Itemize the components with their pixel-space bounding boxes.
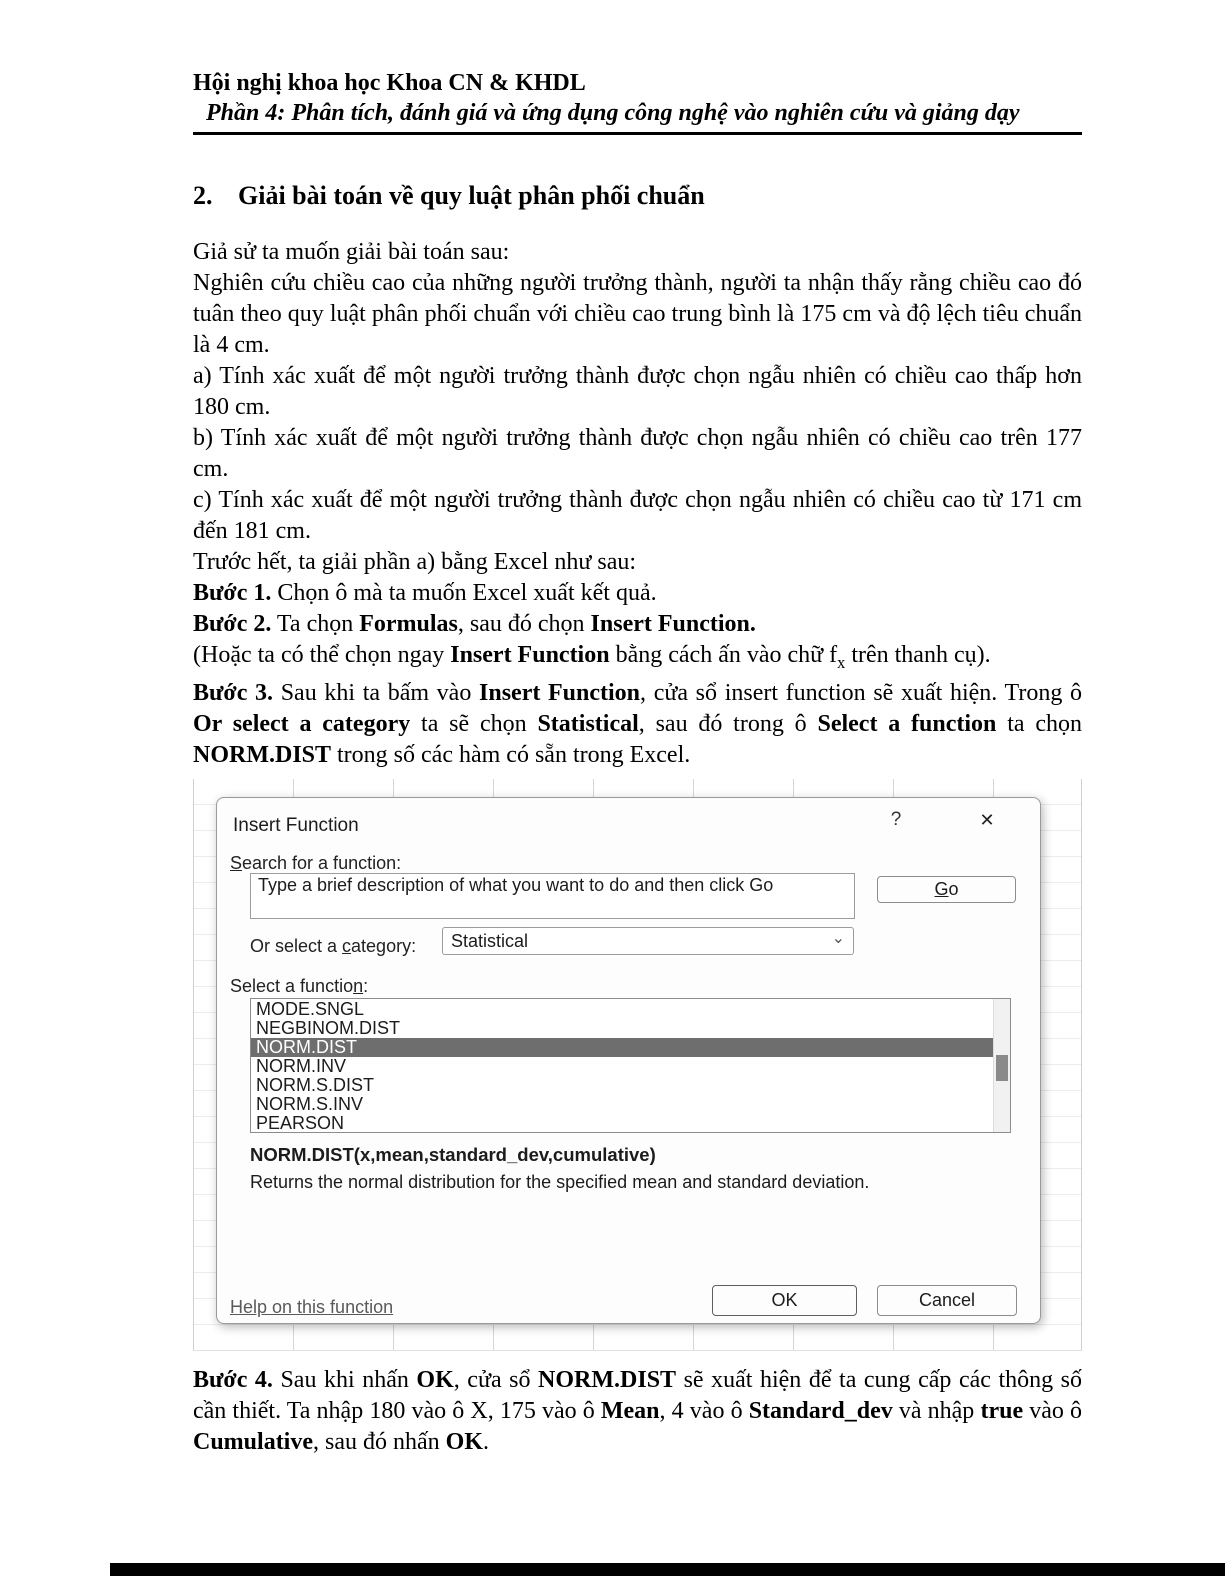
excel-screenshot-figure [193, 779, 1082, 1351]
function-list-item[interactable]: NORM.S.DIST [256, 1074, 375, 1095]
paragraph: (Hoặc ta có thể chọn ngay Insert Function bằng cách ấn vào chữ $f_x$ trên thanh cụ). [193, 642, 991, 672]
function-list-items [251, 1000, 993, 1132]
ok-button[interactable]: OK [712, 1285, 857, 1316]
search-label: Search for a function: [230, 852, 402, 873]
section-title [193, 181, 1082, 211]
paragraph: Giả sử ta muốn giải bài toán sau: [193, 239, 510, 265]
paragraph: Bước 1. Chọn ô mà ta muốn Excel xuất kết quả. [193, 580, 657, 606]
chevron-down-icon: ⌄ [831, 929, 845, 947]
close-icon[interactable]: ✕ [979, 809, 995, 830]
function-list-item[interactable]: NORM.DIST [251, 1038, 993, 1057]
scrollbar[interactable] [993, 999, 1010, 1132]
paragraph: c) Tính xác xuất để một người trưởng thành được chọn ngẫu nhiên có chiều cao từ 171 cm đến 181 cm. [193, 487, 1082, 544]
paragraph: b) Tính xác xuất để một người trưởng thành được chọn ngẫu nhiên có chiều cao trên 177 cm. [193, 425, 1082, 482]
function-list-item[interactable]: NORM.S.INV [256, 1093, 364, 1114]
function-list [250, 998, 1011, 1133]
function-list-item[interactable]: MODE.SNGL [256, 999, 365, 1019]
section-number: 2. [193, 181, 213, 210]
function-list-item[interactable]: NEGBINOM.DIST [256, 1017, 401, 1038]
document-page [193, 70, 1082, 1458]
header-subtitle: Phần 4: Phân tích, đánh giá và ứng dụng công nghệ vào nghiên cứu và giảng dạy [206, 100, 1020, 126]
function-signature: NORM.DIST(x,mean,standard_dev,cumulative) [250, 1143, 656, 1165]
paragraph: a) Tính xác xuất để một người trưởng thành được chọn ngẫu nhiên có chiều cao thấp hơn 180 cm. [193, 363, 1082, 420]
cancel-button[interactable]: Cancel [877, 1285, 1017, 1316]
paragraph: Bước 2. Ta chọn Formulas, sau đó chọn Insert Function. [193, 611, 756, 637]
search-input[interactable]: Type a brief description of what you want to do and then click Go [250, 873, 855, 919]
page-header [193, 70, 1082, 135]
go-button[interactable]: Go [877, 876, 1016, 903]
footer-bar [110, 1563, 1225, 1576]
paragraph: Bước 3. Sau khi ta bấm vào Insert Function, cửa sổ insert function sẽ xuất hiện. Trong ô Or select a category ta sẽ chọn Statistical, sau đó trong ô Select a function ta chọn NORM.DIST trong số các hàm có sẵn trong Excel. [193, 679, 1083, 768]
paragraph: Bước 4. Sau khi nhấn OK, cửa sổ NORM.DIST sẽ xuất hiện để ta cung cấp các thông số cần thiết. Ta nhập 180 vào ô X, 175 vào ô Mean, 4 vào ô Standard_dev và nhập true vào ô Cumulative, sau đó nhấn OK. [193, 1366, 1083, 1455]
function-list-item[interactable]: NORM.INV [256, 1055, 346, 1076]
scrollbar-thumb[interactable] [996, 1055, 1008, 1081]
insert-function-dialog [216, 797, 1041, 1324]
paragraph: Trước hết, ta giải phần a) bằng Excel như sau: [193, 549, 637, 575]
help-link[interactable]: Help on this function [230, 1296, 394, 1317]
paragraph: Nghiên cứu chiều cao của những người trưởng thành, người ta nhận thấy rằng chiều cao đó tuân theo quy luật phân phối chuẩn với chiều cao trung bình là 175 cm và độ lệch tiêu chuẩn là 4 cm. [193, 270, 1082, 358]
function-list-item[interactable]: PEARSON [256, 1112, 345, 1132]
header-title: Hội nghị khoa học Khoa CN & KHDL [193, 70, 586, 96]
category-select[interactable] [442, 927, 854, 955]
category-label: Or select a category: [250, 935, 417, 956]
function-list-label: Select a function: [230, 975, 369, 996]
category-value: Statistical [451, 930, 529, 951]
section-title-text: Giải bài toán về quy luật phân phối chuẩn [238, 181, 705, 210]
body-text [193, 237, 1082, 1458]
dialog-title: Insert Function [233, 814, 359, 836]
function-description: Returns the normal distribution for the specified mean and standard deviation. [250, 1171, 870, 1192]
help-icon[interactable]: ? [890, 808, 902, 830]
